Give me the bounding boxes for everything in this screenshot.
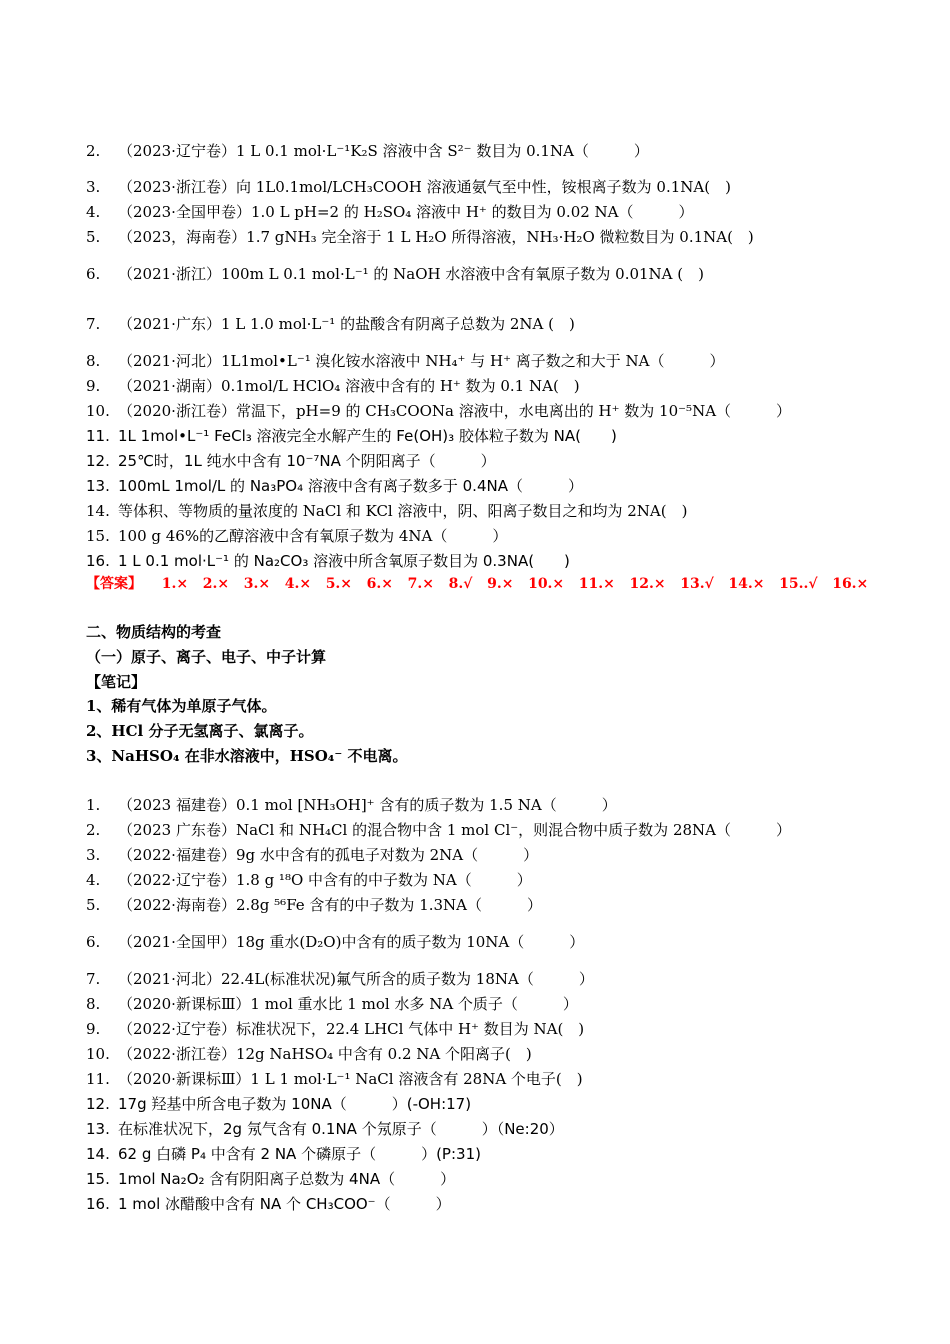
s1-item-10	[86, 401, 886, 421]
s2-item-13	[86, 1119, 886, 1139]
s2-item-1	[86, 795, 886, 815]
section-subtitle: （一）原子、离子、电子、中子计算	[86, 648, 327, 666]
answer-item: 7.×	[407, 576, 435, 592]
item-number: 15.	[86, 527, 110, 545]
answer-item: 9.×	[487, 576, 514, 592]
item-text: （2023，海南卷）1.7 gNH₃ 完全溶于 1 L H₂O 所得溶液，NH₃·H₂O 微粒数目为 0.1NA( )	[118, 228, 754, 246]
s2-item-16	[86, 1194, 886, 1214]
s1-item-13	[86, 476, 886, 496]
answer-item: 13.√	[680, 576, 714, 592]
item-number: 5.	[86, 228, 101, 246]
answer-item: 8.√	[448, 576, 473, 592]
item-number: 16.	[86, 552, 110, 570]
item-number: 13.	[86, 477, 110, 495]
item-text: 100 g 46%的乙醇溶液中含有氧原子数为 4NA（ ）	[118, 527, 508, 545]
s2-item-7	[86, 969, 886, 989]
item-number: 12.	[86, 1095, 110, 1113]
section-title: 二、物质结构的考查	[86, 623, 222, 641]
item-text: （2020·浙江卷）常温下，pH=9 的 CH₃COONa 溶液中，水电离出的 H⁺ 数为 10⁻⁵NA（ ）	[118, 402, 792, 420]
item-number: 7.	[86, 315, 101, 333]
item-text: （2022·福建卷）9g 水中含有的孤电子对数为 2NA（ ）	[118, 846, 539, 864]
item-text: （2023 广东卷）NaCl 和 NH₄Cl 的混合物中含 1 mol Cl⁻，则混合物中质子数为 28NA（ ）	[118, 821, 791, 839]
note-2: 2、HCl 分子无氢离子、氯离子。	[86, 722, 314, 740]
s1-item-5	[86, 227, 886, 247]
s1-item-6	[86, 264, 886, 284]
item-text: （2021·湖南）0.1mol/L HClO₄ 溶液中含有的 H⁺ 数为 0.1 NA( )	[118, 377, 580, 395]
s1-item-3	[86, 177, 886, 197]
note-3: 3、NaHSO₄ 在非水溶液中，HSO₄⁻ 不电离。	[86, 747, 408, 765]
answer-item: 4.×	[284, 576, 312, 592]
item-text: （2021·全国甲）18g 重水(D₂O)中含有的质子数为 10NA（ ）	[118, 933, 585, 951]
item-number: 1.	[86, 796, 101, 814]
s2-item-9	[86, 1019, 886, 1039]
item-text: 1L 1mol•L⁻¹ FeCl₃ 溶液完全水解产生的 Fe(OH)₃ 胶体粒子数为 NA( )	[118, 427, 617, 445]
item-number: 16.	[86, 1195, 110, 1213]
s2-item-15	[86, 1169, 886, 1189]
s2-item-4	[86, 870, 886, 890]
s1-item-8	[86, 351, 886, 371]
item-number: 14.	[86, 1145, 110, 1163]
item-text: （2021·河北）22.4L(标准状况)氟气所含的质子数为 18NA（ ）	[118, 970, 594, 988]
item-number: 4.	[86, 203, 101, 221]
s1-item-12	[86, 451, 886, 471]
item-text: （2023·浙江卷）向 1L0.1mol/LCH₃COOH 溶液通氨气至中性，铵根离子数为 0.1NA( )	[118, 178, 731, 196]
s2-item-12	[86, 1094, 886, 1114]
answer-item: 6.×	[366, 576, 394, 592]
answer-item: 2.×	[202, 576, 230, 592]
item-number: 5.	[86, 896, 101, 914]
item-text: （2020·新课标Ⅲ）1 mol 重水比 1 mol 水多 NA 个质子（ ）	[118, 995, 578, 1013]
item-text: 1mol Na₂O₂ 含有阴阳离子总数为 4NA（ ）	[118, 1170, 456, 1188]
item-text: 25℃时，1L 纯水中含有 10⁻⁷NA 个阴阳离子（ ）	[118, 452, 496, 470]
s2-item-10	[86, 1044, 886, 1064]
answer-item: 3.×	[243, 576, 271, 592]
s2-item-6	[86, 932, 886, 952]
item-number: 8.	[86, 995, 101, 1013]
item-number: 10.	[86, 1045, 110, 1063]
item-number: 6.	[86, 933, 101, 951]
s1-item-14	[86, 501, 886, 521]
item-number: 9.	[86, 1020, 101, 1038]
s1-item-7	[86, 314, 886, 334]
answer-item: 14.×	[728, 576, 765, 592]
s2-item-8	[86, 994, 886, 1014]
s1-item-15	[86, 526, 886, 546]
s2-item-2	[86, 820, 886, 840]
item-number: 9.	[86, 377, 101, 395]
item-number: 2.	[86, 142, 101, 160]
item-number: 4.	[86, 871, 101, 889]
item-text: （2023 福建卷）0.1 mol [NH₃OH]⁺ 含有的质子数为 1.5 NA（ ）	[118, 796, 617, 814]
s1-item-16	[86, 551, 886, 571]
item-text: （2021·浙江）100m L 0.1 mol·L⁻¹ 的 NaOH 水溶液中含有氧原子数为 0.01NA ( )	[118, 265, 704, 283]
item-number: 7.	[86, 970, 101, 988]
item-number: 14.	[86, 502, 110, 520]
item-text: 1 L 0.1 mol·L⁻¹ 的 Na₂CO₃ 溶液中所含氧原子数目为 0.3NA( )	[118, 552, 570, 570]
item-number: 11.	[86, 1070, 110, 1088]
answer-item: 15..√	[779, 576, 818, 592]
s2-item-11	[86, 1069, 886, 1089]
s2-item-3	[86, 845, 886, 865]
item-text: （2021·广东）1 L 1.0 mol·L⁻¹ 的盐酸含有阴离子总数为 2NA ( )	[118, 315, 575, 333]
note-1: 1、稀有气体为单原子气体。	[86, 697, 277, 715]
answer-item: 16.×	[832, 576, 869, 592]
item-number: 2.	[86, 821, 101, 839]
item-text: 在标准状况下，2g 氖气含有 0.1NA 个氖原子（ ）（Ne:20）	[118, 1120, 564, 1138]
answer-item: 11.×	[578, 576, 615, 592]
item-number: 15.	[86, 1170, 110, 1188]
answer-item: 10.×	[528, 576, 565, 592]
item-text: （2022·海南卷）2.8g ⁵⁶Fe 含有的中子数为 1.3NA（ ）	[118, 896, 543, 914]
s1-item-11	[86, 426, 886, 446]
s2-item-5	[86, 895, 886, 915]
answer-line	[86, 574, 886, 594]
answer-item: 1.×	[161, 576, 189, 592]
item-number: 12.	[86, 452, 110, 470]
notes-label: 【笔记】	[86, 673, 147, 691]
item-number: 11.	[86, 427, 110, 445]
s1-item-4	[86, 202, 886, 222]
item-number: 8.	[86, 352, 101, 370]
answer-label: 【答案】	[86, 576, 142, 592]
item-text: （2023·全国甲卷）1.0 L pH=2 的 H₂SO₄ 溶液中 H⁺ 的数目为 0.02 NA（ ）	[118, 203, 694, 221]
item-number: 6.	[86, 265, 101, 283]
item-text: （2023·辽宁卷）1 L 0.1 mol·L⁻¹K₂S 溶液中含 S²⁻ 数目为 0.1NA（ ）	[118, 142, 649, 160]
item-text: 100mL 1mol/L 的 Na₃PO₄ 溶液中含有离子数多于 0.4NA（ ）	[118, 477, 583, 495]
item-number: 13.	[86, 1120, 110, 1138]
item-text: 1 mol 冰醋酸中含有 NA 个 CH₃COO⁻（ ）	[118, 1195, 451, 1213]
item-text: 62 g 白磷 P₄ 中含有 2 NA 个磷原子（ ）(P:31)	[118, 1145, 481, 1163]
item-text: （2022·辽宁卷）标准状况下，22.4 LHCl 气体中 H⁺ 数目为 NA( )	[118, 1020, 585, 1038]
item-number: 10.	[86, 402, 110, 420]
item-text: 17g 羟基中所含电子数为 10NA（ ）(-OH:17)	[118, 1095, 472, 1113]
item-text: （2022·辽宁卷）1.8 g ¹⁸O 中含有的中子数为 NA（ ）	[118, 871, 532, 889]
item-text: （2020·新课标Ⅲ）1 L 1 mol·L⁻¹ NaCl 溶液含有 28NA 个电子( )	[118, 1070, 583, 1088]
item-number: 3.	[86, 846, 101, 864]
answer-item: 5.×	[325, 576, 353, 592]
s2-item-14	[86, 1144, 886, 1164]
s1-item-2	[86, 141, 886, 161]
s1-item-9	[86, 376, 886, 396]
item-text: （2021·河北）1L1mol•L⁻¹ 溴化铵水溶液中 NH₄⁺ 与 H⁺ 离子数之和大于 NA（ ）	[118, 352, 725, 370]
item-text: （2022·浙江卷）12g NaHSO₄ 中含有 0.2 NA 个阳离子( )	[118, 1045, 532, 1063]
answer-item: 12.×	[629, 576, 666, 592]
item-text: 等体积、等物质的量浓度的 NaCl 和 KCl 溶液中，阴、阳离子数目之和均为 2NA( )	[118, 502, 688, 520]
item-number: 3.	[86, 178, 101, 196]
